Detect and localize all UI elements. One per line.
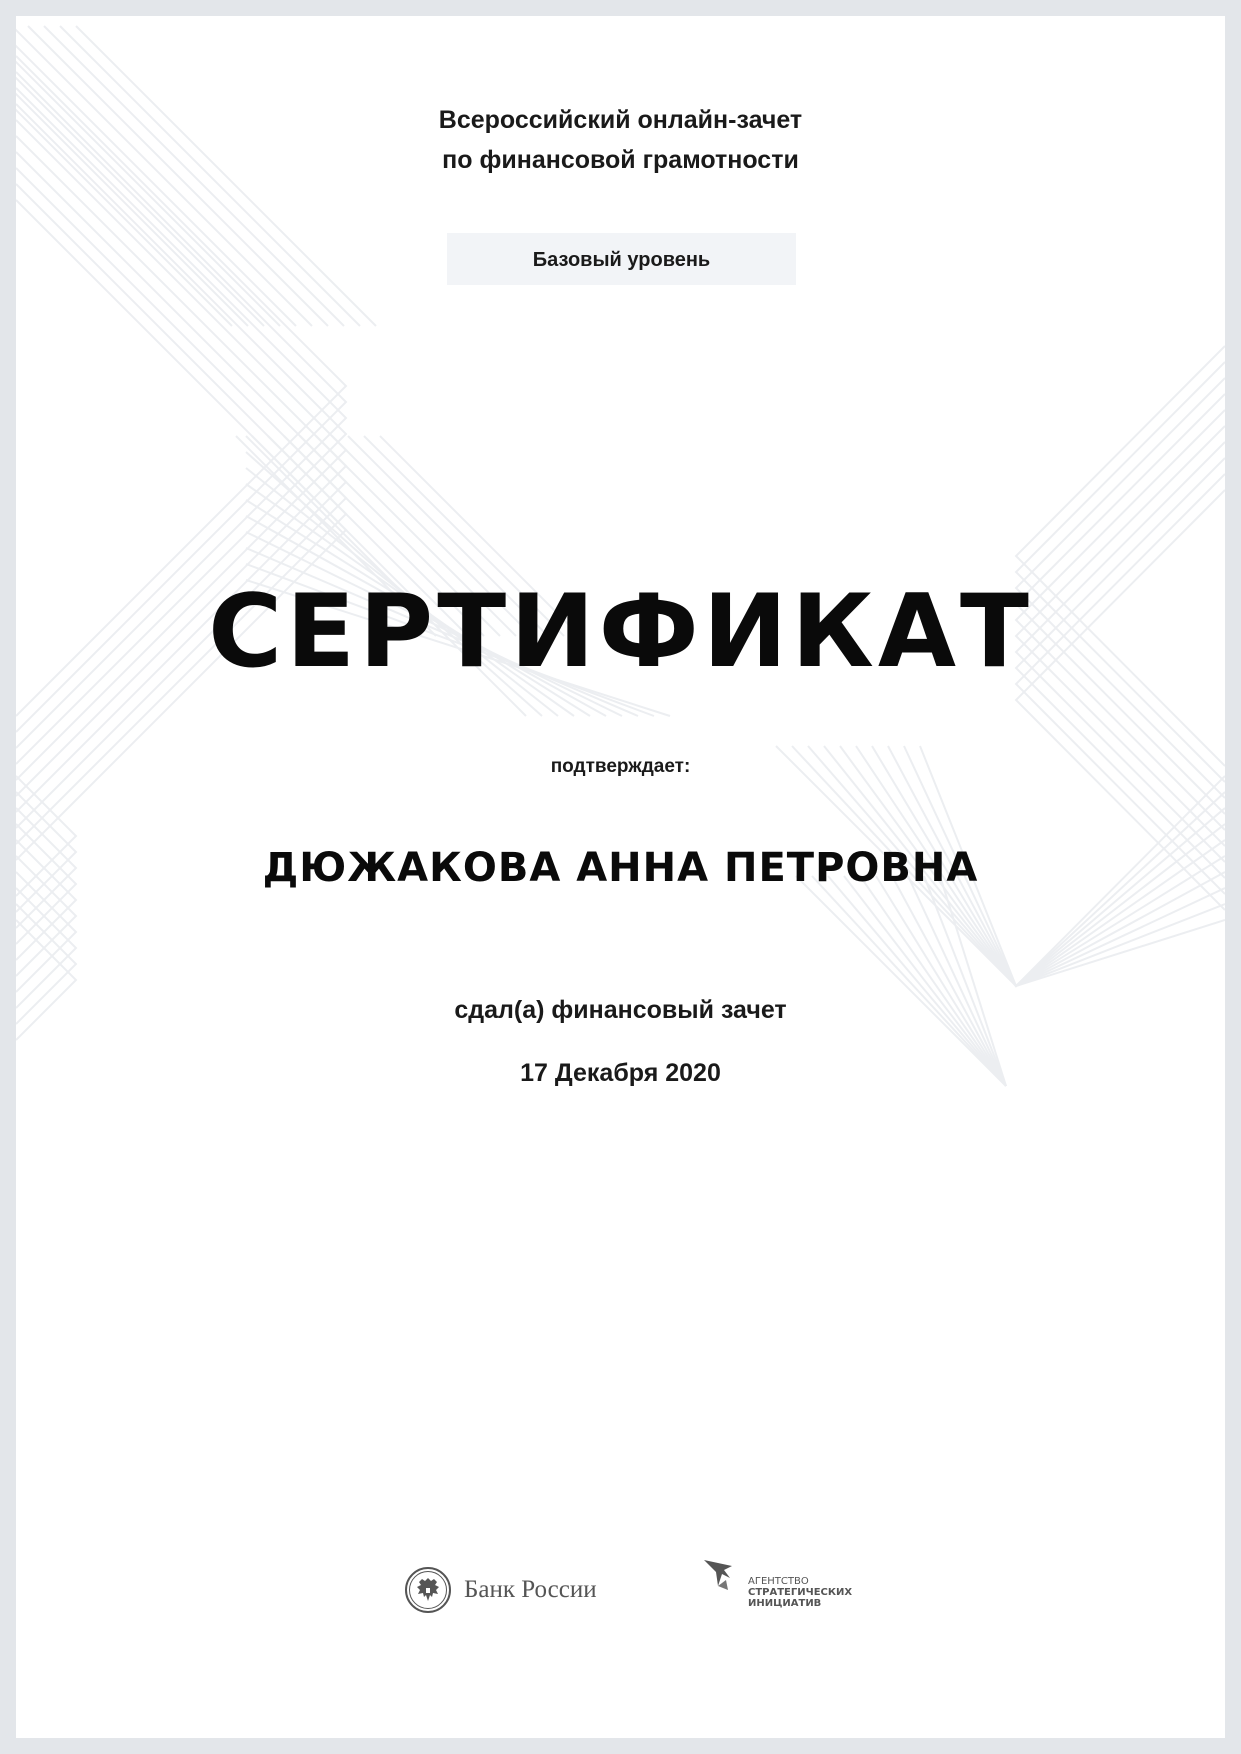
certificate-sheet — [16, 16, 1225, 1738]
header-line-1: Всероссийский онлайн-зачет — [438, 106, 803, 134]
asi-logo — [702, 1556, 852, 1609]
asi-line-2: СТРАТЕГИЧЕСКИХ — [748, 1587, 853, 1598]
asi-arrow-icon — [702, 1556, 746, 1600]
bank-of-russia-text: Банк России — [464, 1576, 597, 1603]
certificate-header — [16, 100, 1225, 180]
confirm-text: подтверждает: — [550, 756, 691, 777]
bank-of-russia-logo — [404, 1564, 597, 1616]
pattern-line — [16, 136, 346, 796]
pattern-line — [16, 152, 346, 812]
certificate-date: 17 Декабря 2020 — [520, 1059, 721, 1087]
pattern-line — [16, 184, 346, 844]
asi-line-3: ИНИЦИАТИВ — [748, 1598, 822, 1609]
passed-text: сдал(а) финансовый зачет — [454, 996, 787, 1024]
header-line-2: по финансовой грамотности — [442, 146, 799, 174]
asi-line-1: АГЕНТСТВО — [748, 1576, 809, 1587]
recipient-name: ДЮЖАКОВА АННА ПЕТРОВНА — [262, 845, 979, 891]
double-headed-eagle-icon — [404, 1566, 452, 1614]
level-badge: Базовый уровень — [447, 233, 796, 285]
certificate-title: СЕРТИФИКАТ — [208, 572, 1033, 690]
